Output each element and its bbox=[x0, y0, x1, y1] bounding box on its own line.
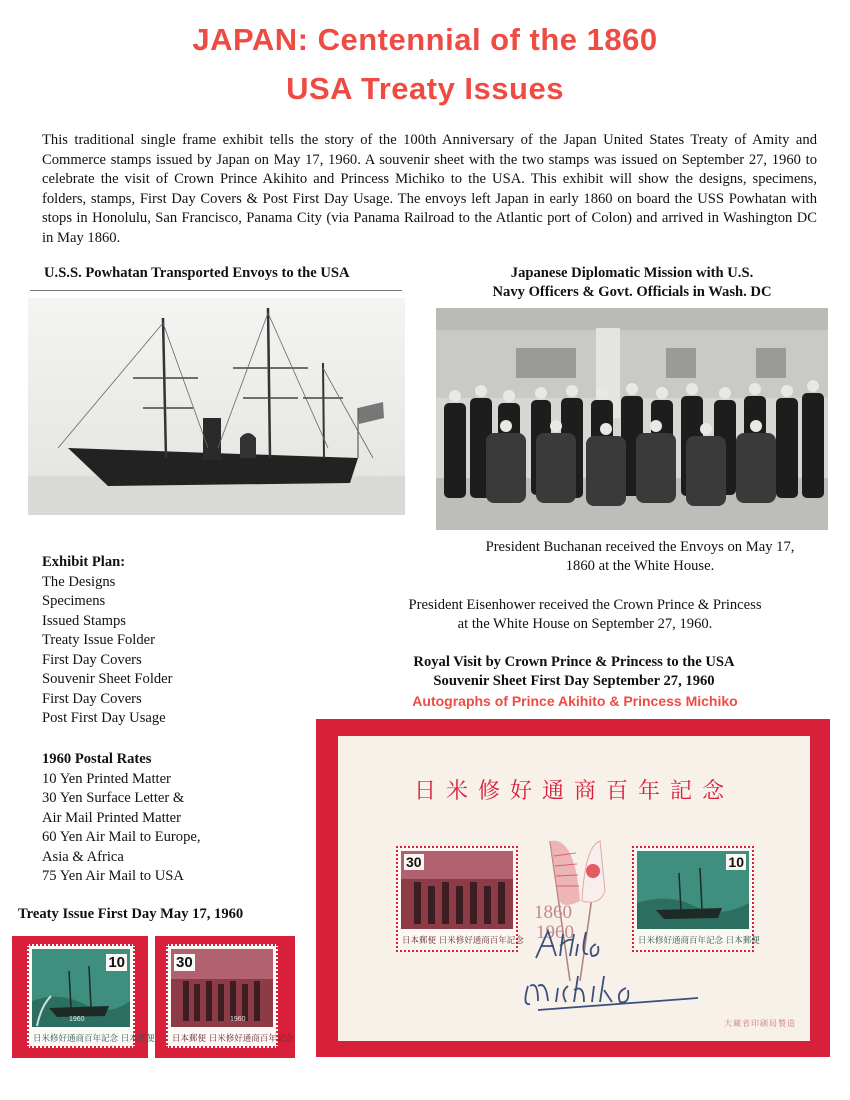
page-title: JAPAN: Centennial of the 1860 bbox=[192, 22, 658, 57]
autograph-signatures bbox=[508, 926, 768, 1016]
sheet-year-bottom: 1960 bbox=[536, 922, 574, 943]
diplomatic-mission-photo bbox=[436, 308, 828, 530]
exhibit-plan bbox=[42, 553, 173, 729]
ship-stamp-value: 10 bbox=[108, 954, 125, 971]
autographs-caption: Autographs of Prince Akihito & Princess Michiko bbox=[412, 693, 738, 709]
palace-stamp-inscription: 日本郵便 日米修好通商百年記念 bbox=[172, 1034, 294, 1044]
rate-line: 30 Yen Surface Letter & bbox=[42, 790, 185, 806]
sheet-title-jp: 日米修好通商百年記念 bbox=[413, 779, 734, 804]
sheet-year-top: 1860 bbox=[534, 902, 572, 923]
rate-line: Asia & Africa bbox=[42, 848, 124, 865]
mission-caption-line2: Navy Officers & Govt. Officials in Wash. DC bbox=[492, 284, 772, 300]
page-subtitle: USA Treaty Issues bbox=[286, 71, 564, 106]
plan-item: Issued Stamps bbox=[42, 612, 126, 629]
uss-powhatan-photo bbox=[28, 298, 405, 515]
sheet-stamp-30-value: 30 bbox=[406, 854, 422, 870]
ship-caption: U.S.S. Powhatan Transported Envoys to the USA bbox=[44, 265, 350, 281]
royal-visit-line2: Souvenir Sheet First Day September 27, 1960 bbox=[433, 673, 715, 689]
sheet-stamp-30 bbox=[396, 846, 524, 952]
ship-stamp bbox=[27, 944, 155, 1048]
buchanan-caption-line1: President Buchanan received the Envoys on May 17, bbox=[485, 539, 795, 555]
postal-rates-heading: 1960 Postal Rates bbox=[42, 751, 152, 767]
rate-line: 10 Yen Printed Matter bbox=[42, 770, 171, 787]
ship-stamp-year: 1960 bbox=[69, 1016, 85, 1023]
sheet-printer-imprint: 大蔵省印刷局製造 bbox=[724, 1019, 796, 1028]
rate-line: 75 Yen Air Mail to USA bbox=[42, 868, 184, 884]
intro-paragraph: This traditional single frame exhibit tells the story of the 100th Anniversary of the Japan United States Treaty of Amity and Commerce stamps issued by Japan on May 17, 1960. A souvenir sheet with the two stamps was issued on September 27, 1960 to celebrate the visit of Crown Prince Akihito and Princess Michiko to the USA. This exhibit will show the designs, specimens, folders, stamps, First Day Covers & Post First Day Usage. The envoys left Japan in early 1860 on board the USS Powhatan with stops in Honolulu, San Francisco, Panama City (via Panama Railroad to the Atlantic port of Colon) and arrived in Washington DC in May 1860. bbox=[42, 132, 817, 246]
ship-stamp-inscription: 日米修好通商百年記念 日本郵便 bbox=[33, 1034, 155, 1044]
sheet-stamp-10-value: 10 bbox=[728, 854, 744, 870]
sheet-stamp-10-inscription: 日米修好通商百年記念 日本郵便 bbox=[638, 936, 760, 946]
palace-stamp-value: 30 bbox=[176, 954, 193, 971]
plan-item: First Day Covers bbox=[42, 690, 142, 707]
eisenhower-caption-line2: at the White House on September 27, 1960. bbox=[457, 616, 713, 632]
rate-line: 60 Yen Air Mail to Europe, bbox=[42, 829, 201, 845]
palace-stamp bbox=[166, 944, 294, 1048]
souvenir-sheet bbox=[338, 736, 810, 1041]
royal-visit-line1: Royal Visit by Crown Prince & Princess to the USA bbox=[413, 654, 735, 670]
ship-caption-rule bbox=[30, 290, 402, 291]
sheet-stamp-30-inscription: 日本郵便 日米修好通商百年記念 bbox=[402, 936, 524, 946]
buchanan-caption-line2: 1860 at the White House. bbox=[565, 558, 715, 574]
mission-caption-line1: Japanese Diplomatic Mission with U.S. bbox=[510, 265, 754, 281]
postal-rates bbox=[42, 750, 201, 887]
plan-item: Treaty Issue Folder bbox=[42, 632, 155, 648]
plan-item: First Day Covers bbox=[42, 651, 142, 668]
first-day-caption: Treaty Issue First Day May 17, 1960 bbox=[18, 906, 244, 922]
plan-item: Post First Day Usage bbox=[42, 710, 166, 726]
plan-item: The Designs bbox=[42, 573, 116, 590]
eisenhower-caption-line1: President Eisenhower received the Crown Prince & Princess bbox=[408, 597, 762, 613]
plan-item: Specimens bbox=[42, 593, 106, 609]
plan-item: Souvenir Sheet Folder bbox=[42, 671, 173, 687]
rate-line: Air Mail Printed Matter bbox=[42, 809, 182, 826]
exhibit-plan-heading: Exhibit Plan: bbox=[42, 554, 126, 570]
palace-stamp-year: 1960 bbox=[230, 1016, 246, 1023]
